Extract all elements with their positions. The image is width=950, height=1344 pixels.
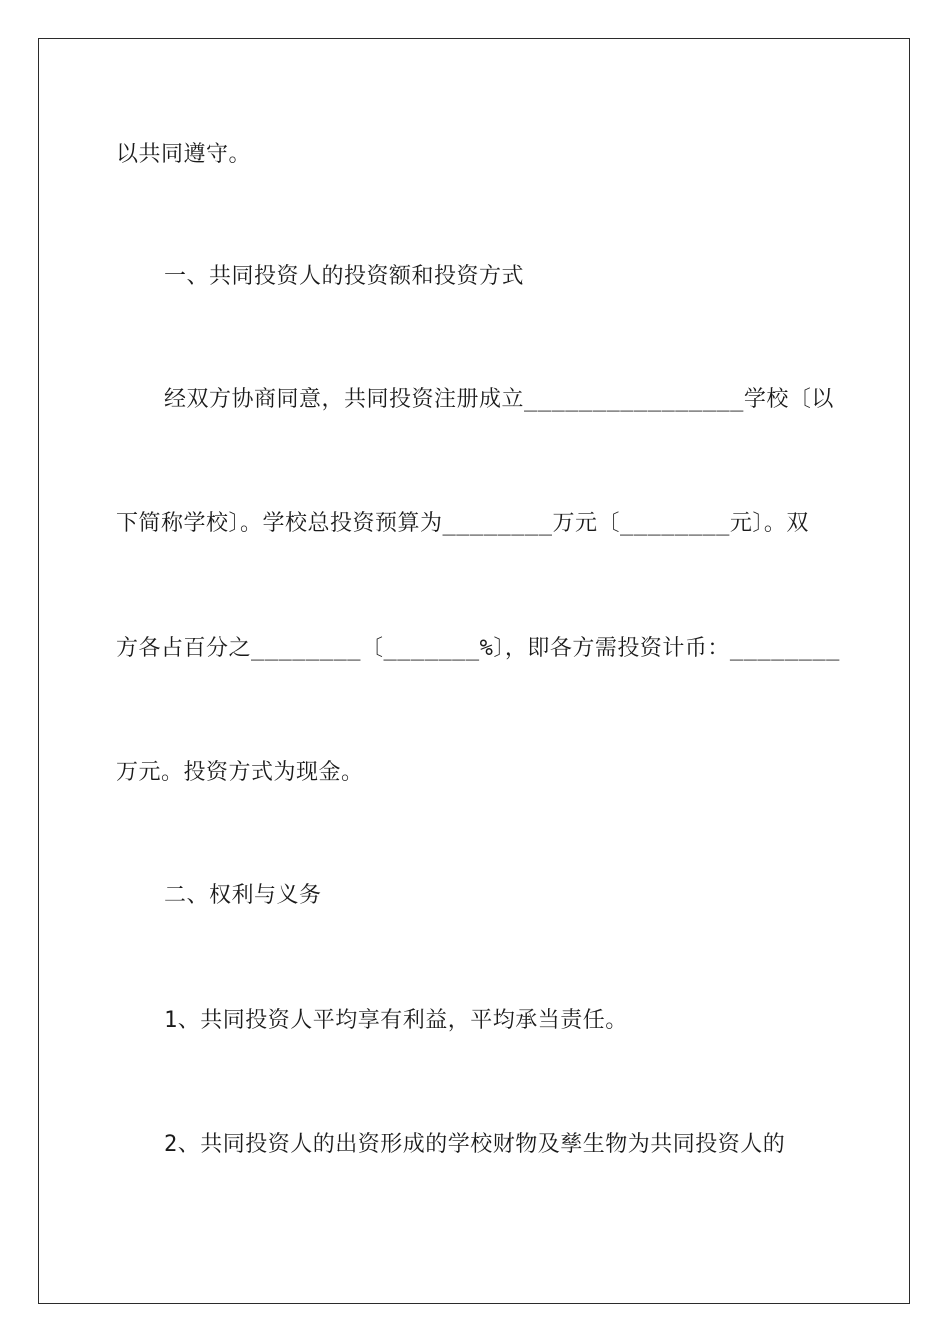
text-line-8: 1、共同投资人平均享有利益，平均承当责任。: [164, 1008, 628, 1033]
page-border: [38, 38, 910, 1304]
text-line-9: 2、共同投资人的出资形成的学校财物及孳生物为共同投资人的: [164, 1132, 786, 1157]
text-line-4: 下简称学校〕。学校总投资预算为________万元〔________元〕。双: [116, 511, 809, 536]
section-heading-2: 二、权利与义务: [164, 883, 322, 908]
section-heading-1: 一、共同投资人的投资额和投资方式: [164, 264, 525, 289]
text-line-1: 以共同遵守。: [116, 142, 252, 167]
text-line-3: 经双方协商同意，共同投资注册成立________________学校〔以: [164, 387, 834, 412]
text-line-6: 万元。投资方式为现金。: [116, 760, 364, 785]
text-line-5: 方各占百分之________〔_______%〕，即各方需投资计币：________: [116, 636, 840, 661]
